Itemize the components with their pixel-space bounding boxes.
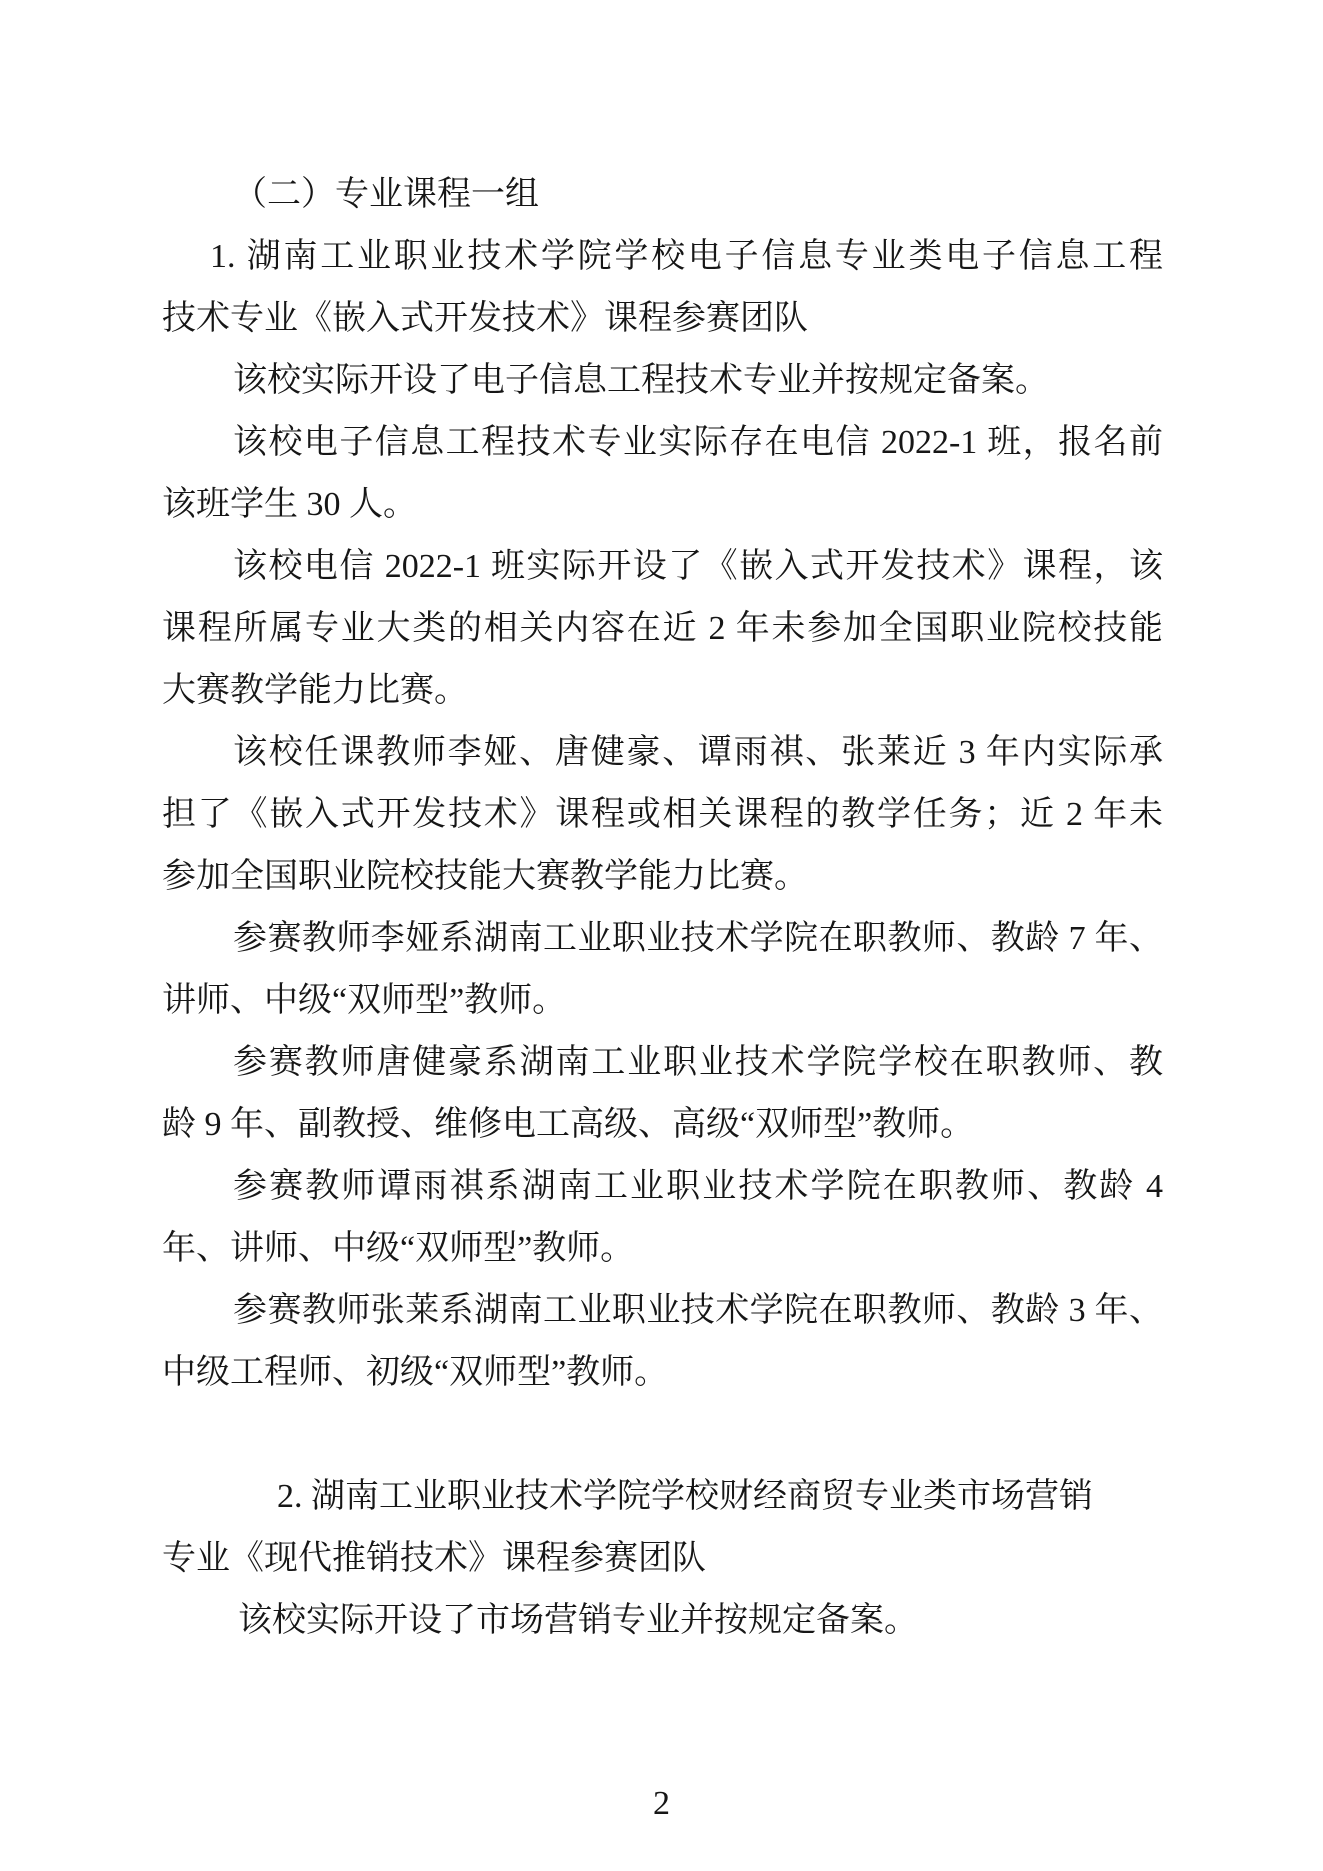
paragraph-line: 参加全国职业院校技能大赛教学能力比赛。	[162, 858, 808, 895]
paragraph-line: 该校实际开设了电子信息工程技术专业并按规定备案。	[233, 362, 1049, 399]
text-block	[162, 164, 1163, 1652]
paragraph-line: 担了《嵌入式开发技术》课程或相关课程的教学任务；近 2 年未	[162, 796, 1163, 833]
item-title-line: 专业《现代推销技术》课程参赛团队	[162, 1540, 706, 1577]
paragraph-line: 参赛教师唐健豪系湖南工业职业技术学院学校在职教师、教	[233, 1044, 1163, 1081]
paragraph-line: 年、讲师、中级“双师型”教师。	[162, 1230, 635, 1267]
page-number: 2	[653, 1785, 670, 1822]
paragraph-line: 参赛教师李娅系湖南工业职业技术学院在职教师、教龄 7 年、	[233, 920, 1163, 957]
paragraph-line: 该校任课教师李娅、唐健豪、谭雨祺、张莱近 3 年内实际承	[233, 734, 1163, 771]
paragraph-line: 课程所属专业大类的相关内容在近 2 年未参加全国职业院校技能	[162, 610, 1163, 647]
paragraph-line: 该校实际开设了市场营销专业并按规定备案。	[238, 1602, 918, 1639]
paragraph-line: 该校电信 2022-1 班实际开设了《嵌入式开发技术》课程，该	[233, 548, 1163, 585]
paragraph-line: 参赛教师张莱系湖南工业职业技术学院在职教师、教龄 3 年、	[233, 1292, 1163, 1329]
paragraph-line: 龄 9 年、副教授、维修电工高级、高级“双师型”教师。	[162, 1106, 975, 1143]
item-title-line: 1. 湖南工业职业技术学院学校电子信息专业类电子信息工程	[210, 238, 1163, 275]
paragraph-line: 中级工程师、初级“双师型”教师。	[162, 1354, 669, 1391]
paragraph-line: 讲师、中级“双师型”教师。	[162, 982, 567, 1019]
item-title-line: 技术专业《嵌入式开发技术》课程参赛团队	[162, 300, 808, 337]
paragraph-line: 该校电子信息工程技术专业实际存在电信 2022-1 班，报名前	[233, 424, 1163, 461]
page-footer	[0, 1782, 1323, 1826]
paragraph-line: 该班学生 30 人。	[162, 486, 417, 523]
paragraph-line: 参赛教师谭雨祺系湖南工业职业技术学院在职教师、教龄 4	[233, 1168, 1163, 1205]
paragraph-line: 大赛教学能力比赛。	[162, 672, 468, 709]
blank-line	[162, 1404, 1163, 1466]
item-title-line: 2. 湖南工业职业技术学院学校财经商贸专业类市场营销	[277, 1478, 1093, 1515]
section-heading-line: （二）专业课程一组	[233, 176, 539, 213]
